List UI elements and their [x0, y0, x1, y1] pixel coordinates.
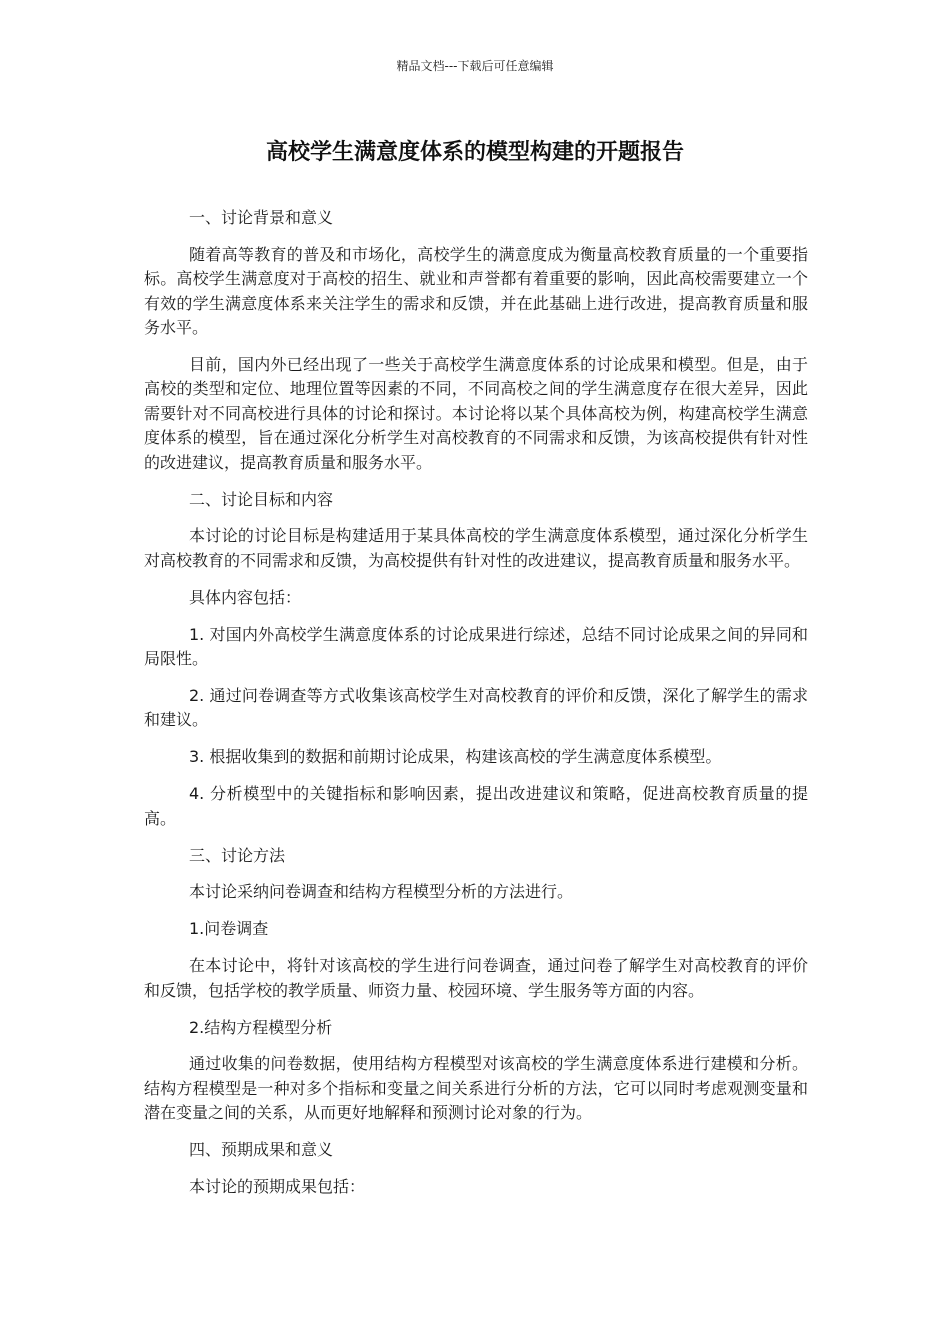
section-heading-outcomes: 四、预期成果和意义	[189, 1140, 334, 1160]
paragraph-goals: 本讨论的讨论目标是构建适用于某具体高校的学生满意度体系模型，通过深化分析学生对高校教育的不同需求和反馈，为高校提供有针对性的改进建议，提高教育质量和服务水平。	[144, 526, 808, 570]
list-item-content-2: 2. 通过问卷调查等方式收集该高校学生对高校教育的评价和反馈，深化了解学生的需求和建议。	[144, 686, 808, 730]
section-heading-background: 一、讨论背景和意义	[189, 208, 334, 227]
paragraph-questionnaire: 在本讨论中，将针对该高校的学生进行问卷调查，通过问卷了解学生对高校教育的评价和反馈，包括学校的教学质量、师资力量、校园环境、学生服务等方面的内容。	[144, 956, 808, 1000]
subheading-questionnaire: 1.问卷调查	[189, 919, 269, 939]
paragraph-methods-intro: 本讨论采纳问卷调查和结构方程模型分析的方法进行。	[189, 882, 574, 902]
paragraph-content-intro: 具体内容包括：	[189, 587, 302, 607]
paragraph-sem-analysis: 通过收集的问卷数据，使用结构方程模型对该高校的学生满意度体系进行建模和分析。结构方程模型是一种对多个指标和变量之间关系进行分析的方法，它可以同时考虑观测变量和潜在变量之间的关系，从而更好地解释和预测讨论对象的行为。	[144, 1054, 808, 1123]
paragraph-outcomes-intro: 本讨论的预期成果包括：	[189, 1177, 366, 1197]
paragraph-background-2: 目前，国内外已经出现了一些关于高校学生满意度体系的讨论成果和模型。但是，由于高校的类型和定位、地理位置等因素的不同，不同高校之间的学生满意度存在很大差异，因此需要针对不同高校进行具体的讨论和探讨。本讨论将以某个具体高校为例，构建高校学生满意度体系的模型，旨在通过深化分析学生对高校教育的不同需求和反馈，为该高校提供有针对性的改进建议，提高教育质量和服务水平。	[144, 355, 808, 472]
document-body	[144, 206, 808, 1212]
document-title: 高校学生满意度体系的模型构建的开题报告	[265, 140, 684, 165]
list-item-content-3: 3. 根据收集到的数据和前期讨论成果，构建该高校的学生满意度体系模型。	[189, 747, 722, 767]
paragraph-background-1: 随着高等教育的普及和市场化，高校学生的满意度成为衡量高校教育质量的一个重要指标。高校学生满意度对于高校的招生、就业和声誉都有着重要的影响，因此高校需要建立一个有效的学生满意度体系来关注学生的需求和反馈，并在此基础上进行改进，提高教育质量和服务水平。	[144, 244, 808, 338]
section-heading-methods: 三、讨论方法	[189, 845, 286, 865]
list-item-content-4: 4. 分析模型中的关键指标和影响因素，提出改进建议和策略，促进高校教育质量的提高。	[144, 784, 808, 828]
section-heading-goals: 二、讨论目标和内容	[189, 489, 334, 509]
page-header: 精品文档---下载后可任意编辑	[396, 59, 554, 73]
subheading-sem-analysis: 2.结构方程模型分析	[189, 1017, 333, 1037]
list-item-content-1: 1. 对国内外高校学生满意度体系的讨论成果进行综述，总结不同讨论成果之间的异同和局限性。	[144, 624, 808, 669]
